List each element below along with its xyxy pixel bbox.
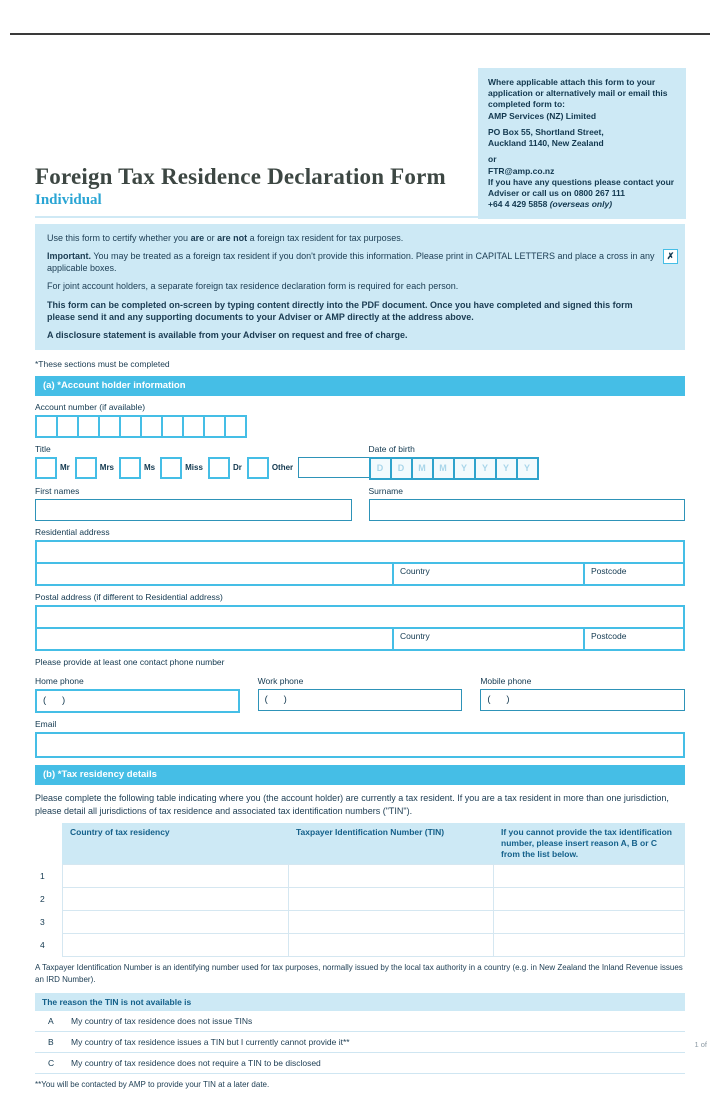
title-option-label-ms: Ms bbox=[144, 463, 156, 473]
title-option-label-mrs: Mrs bbox=[99, 463, 115, 473]
postal-address-box bbox=[35, 605, 685, 651]
title-option-label-miss: Miss bbox=[185, 463, 203, 473]
title-option-label-dr: Dr bbox=[232, 463, 242, 473]
required-sections-note: *These sections must be completed bbox=[35, 358, 170, 369]
title-option-label-other: Other bbox=[271, 463, 294, 473]
title-checkbox-miss[interactable] bbox=[160, 457, 182, 479]
tax-row-4-reason-cell[interactable] bbox=[493, 934, 685, 957]
reason-text: My country of tax residence does not require a TIN to be disclosed bbox=[71, 1057, 321, 1068]
dob-digit-box[interactable]: D bbox=[390, 457, 413, 480]
residential-address-line2-input[interactable] bbox=[37, 564, 392, 584]
tax-row-number: 3 bbox=[35, 911, 62, 934]
postal-address-line2-input[interactable] bbox=[37, 629, 392, 649]
title-checkbox-dr[interactable] bbox=[208, 457, 230, 479]
account-digit-box[interactable] bbox=[182, 415, 205, 438]
reason-key: C bbox=[48, 1057, 55, 1068]
tax-row-number: 2 bbox=[35, 888, 62, 911]
surname-input[interactable] bbox=[369, 499, 686, 521]
residential-country-input[interactable] bbox=[392, 564, 583, 584]
tax-row-3 bbox=[35, 911, 685, 934]
page-title: Foreign Tax Residence Declaration Form bbox=[35, 164, 446, 189]
page-subtitle: Individual bbox=[35, 192, 102, 208]
dob-digit-box[interactable]: D bbox=[369, 457, 392, 480]
page-top-rule bbox=[10, 33, 710, 35]
account-digit-box[interactable] bbox=[119, 415, 142, 438]
section-a-header: (a) *Account holder information bbox=[35, 376, 685, 396]
tax-row-1-country-cell[interactable] bbox=[62, 865, 288, 888]
contact-box bbox=[478, 68, 686, 219]
title-label: Title bbox=[35, 443, 51, 454]
intro-paragraph-3: For joint account holders, a separate foreign tax residence declaration form is required for each person. bbox=[47, 281, 459, 292]
title-option-other bbox=[247, 457, 293, 479]
account-digit-box[interactable] bbox=[161, 415, 184, 438]
contact-overseas-note: (overseas only) bbox=[549, 199, 613, 210]
contact-questions: If you have any questions please contact your Adviser or call us on 0800 267 111 bbox=[488, 176, 675, 198]
intro-p2-rest: You may be treated as a foreign tax resident if you don't provide this information. Please print in CAPITAL LETTERS and place a cross in any applicable boxes. bbox=[47, 251, 655, 274]
home-phone-prefix: ( ) bbox=[43, 695, 66, 707]
phone-note: Please provide at least one contact phone number bbox=[35, 656, 225, 667]
later-contact-footnote: **You will be contacted by AMP to provide your TIN at a later date. bbox=[35, 1079, 270, 1089]
tax-row-3-country-cell[interactable] bbox=[62, 911, 288, 934]
contact-company: AMP Services (NZ) Limited bbox=[488, 110, 597, 121]
tax-residency-intro: Please complete the following table indicating where you (the account holder) are currently a tax resident. If you are a tax resident in more than one jurisdiction, please detail all jurisdictions of tax residence and associated tax identification numbers ("TIN"). bbox=[35, 792, 669, 816]
tax-row-3-tin-cell[interactable] bbox=[288, 911, 493, 934]
page-number: 1 of bbox=[694, 1040, 707, 1049]
reason-key: A bbox=[48, 1015, 54, 1026]
tax-row-4 bbox=[35, 934, 685, 957]
account-digit-box[interactable] bbox=[35, 415, 58, 438]
dob-digit-box[interactable]: Y bbox=[495, 457, 518, 480]
work-phone-prefix: ( ) bbox=[264, 694, 287, 706]
residential-country-label: Country bbox=[400, 565, 430, 576]
residential-address-label: Residential address bbox=[35, 526, 110, 537]
postal-address-line1-input[interactable] bbox=[37, 607, 683, 629]
intro-p1-pre: Use this form to certify whether you bbox=[47, 233, 191, 243]
reason-text: My country of tax residence does not issue TINs bbox=[71, 1015, 253, 1026]
reason-b bbox=[35, 1032, 685, 1053]
dob-boxes bbox=[369, 457, 686, 480]
title-options bbox=[35, 457, 352, 479]
tin-reasons bbox=[35, 993, 685, 1074]
intro-paragraph-1 bbox=[47, 232, 659, 244]
mobile-phone-input[interactable] bbox=[480, 689, 685, 711]
account-digit-box[interactable] bbox=[56, 415, 79, 438]
intro-p1-post: a foreign tax resident for tax purposes. bbox=[247, 233, 404, 243]
account-digit-box[interactable] bbox=[140, 415, 163, 438]
first-names-label: First names bbox=[35, 485, 80, 496]
tax-row-2 bbox=[35, 888, 685, 911]
postal-postcode-label: Postcode bbox=[591, 630, 627, 641]
tax-row-1-reason-cell[interactable] bbox=[493, 865, 685, 888]
tax-row-4-country-cell[interactable] bbox=[62, 934, 288, 957]
tax-row-2-country-cell[interactable] bbox=[62, 888, 288, 911]
intro-important-label: Important. bbox=[47, 251, 91, 262]
title-option-miss bbox=[160, 457, 203, 479]
table-header-number-column bbox=[35, 823, 62, 865]
intro-box bbox=[35, 224, 685, 350]
reason-text: My country of tax residence issues a TIN but I currently cannot provide it** bbox=[71, 1036, 350, 1047]
mobile-phone-label: Mobile phone bbox=[480, 675, 532, 686]
section-b-header: (b) *Tax residency details bbox=[35, 765, 685, 785]
tax-row-number: 4 bbox=[35, 934, 62, 957]
residential-address-line1-input[interactable] bbox=[37, 542, 683, 564]
cross-example-icon: ✗ bbox=[663, 249, 678, 264]
surname-label: Surname bbox=[368, 485, 403, 496]
email-label: Email bbox=[35, 718, 57, 729]
tax-row-2-tin-cell[interactable] bbox=[288, 888, 493, 911]
residential-address-box bbox=[35, 540, 685, 586]
title-checkbox-mr[interactable] bbox=[35, 457, 57, 479]
mobile-phone-prefix: ( ) bbox=[487, 694, 510, 706]
intro-paragraph-4: This form can be completed on-screen by typing content directly into the PDF document. Once you have completed and signed this form please send it and any supporting documents to your Adviser or AMP directly at the address above. bbox=[47, 299, 633, 322]
title-checkbox-mrs[interactable] bbox=[75, 457, 97, 479]
work-phone-input[interactable] bbox=[258, 689, 463, 711]
residential-postcode-input[interactable] bbox=[583, 564, 683, 584]
postal-country-input[interactable] bbox=[392, 629, 583, 649]
title-option-dr bbox=[208, 457, 242, 479]
title-checkbox-other[interactable] bbox=[247, 457, 269, 479]
tax-row-2-reason-cell[interactable] bbox=[493, 888, 685, 911]
account-number-label: Account number (if available) bbox=[35, 401, 146, 412]
dob-digit-box[interactable]: Y bbox=[516, 457, 539, 480]
account-digit-box[interactable] bbox=[98, 415, 121, 438]
account-digit-box[interactable] bbox=[224, 415, 247, 438]
table-header-reason: If you cannot provide the tax identification number, please insert reason A, B or C from the list below. bbox=[493, 823, 685, 865]
first-names-input[interactable] bbox=[35, 499, 352, 521]
reason-key: B bbox=[48, 1036, 54, 1047]
title-option-ms bbox=[119, 457, 155, 479]
tax-row-1 bbox=[35, 865, 685, 888]
contact-or: or bbox=[488, 154, 497, 165]
intro-paragraph-5: A disclosure statement is available from your Adviser on request and free of charge. bbox=[47, 329, 408, 340]
account-number-boxes bbox=[35, 415, 685, 438]
tin-reasons-title: The reason the TIN is not available is bbox=[35, 993, 685, 1011]
contact-email-link[interactable]: FTR@amp.co.nz bbox=[488, 165, 555, 176]
postal-address-label: Postal address (if different to Residential address) bbox=[35, 591, 223, 602]
table-body bbox=[35, 865, 685, 957]
dob-digit-box[interactable]: M bbox=[432, 457, 455, 480]
postal-country-label: Country bbox=[400, 630, 430, 641]
postal-postcode-input[interactable] bbox=[583, 629, 683, 649]
title-option-label-mr: Mr bbox=[60, 463, 70, 473]
reasons-list bbox=[35, 1011, 685, 1074]
title-checkbox-ms[interactable] bbox=[119, 457, 141, 479]
tax-row-3-reason-cell[interactable] bbox=[493, 911, 685, 934]
table-header-tin: Taxpayer Identification Number (TIN) bbox=[288, 823, 493, 865]
reason-a bbox=[35, 1011, 685, 1032]
title-option-mrs bbox=[75, 457, 114, 479]
dob-digit-box[interactable]: M bbox=[411, 457, 434, 480]
home-phone-label: Home phone bbox=[35, 675, 84, 686]
contact-overseas-phone: +64 4 429 5858 bbox=[488, 199, 550, 210]
title-other-input[interactable] bbox=[298, 457, 378, 478]
intro-p1-are-not: are not bbox=[217, 233, 248, 243]
contact-intro: Where applicable attach this form to your application or alternatively mail or email this completed form to: bbox=[488, 77, 668, 110]
intro-p1-are: are bbox=[190, 233, 205, 243]
dob-label: Date of birth bbox=[368, 443, 415, 454]
tax-residency-table bbox=[35, 823, 685, 957]
dob-digit-box[interactable]: Y bbox=[453, 457, 476, 480]
account-digit-box[interactable] bbox=[77, 415, 100, 438]
table-header-row bbox=[35, 823, 685, 865]
intro-p1-or: or bbox=[204, 233, 218, 243]
table-header-country: Country of tax residency bbox=[62, 823, 288, 865]
dob-digit-box[interactable]: Y bbox=[474, 457, 497, 480]
intro-paragraph-2 bbox=[47, 250, 659, 274]
residential-postcode-label: Postcode bbox=[591, 565, 627, 576]
email-input[interactable] bbox=[35, 732, 685, 758]
contact-overseas bbox=[488, 199, 676, 210]
reason-c bbox=[35, 1053, 685, 1074]
account-digit-box[interactable] bbox=[203, 415, 226, 438]
tax-row-number: 1 bbox=[35, 865, 62, 888]
work-phone-label: Work phone bbox=[257, 675, 304, 686]
tin-definition-footnote: A Taxpayer Identification Number is an identifying number used for tax purposes, normally issued by the local tax authority in a country (e.g. in New Zealand the Inland Revenue issues an IRD Number). bbox=[35, 963, 683, 984]
contact-address-line2: Auckland 1140, New Zealand bbox=[488, 138, 604, 149]
contact-address-line1: PO Box 55, Shortland Street, bbox=[488, 126, 604, 137]
home-phone-input[interactable] bbox=[35, 689, 240, 713]
tax-row-1-tin-cell[interactable] bbox=[288, 865, 493, 888]
title-option-mr bbox=[35, 457, 70, 479]
tax-row-4-tin-cell[interactable] bbox=[288, 934, 493, 957]
